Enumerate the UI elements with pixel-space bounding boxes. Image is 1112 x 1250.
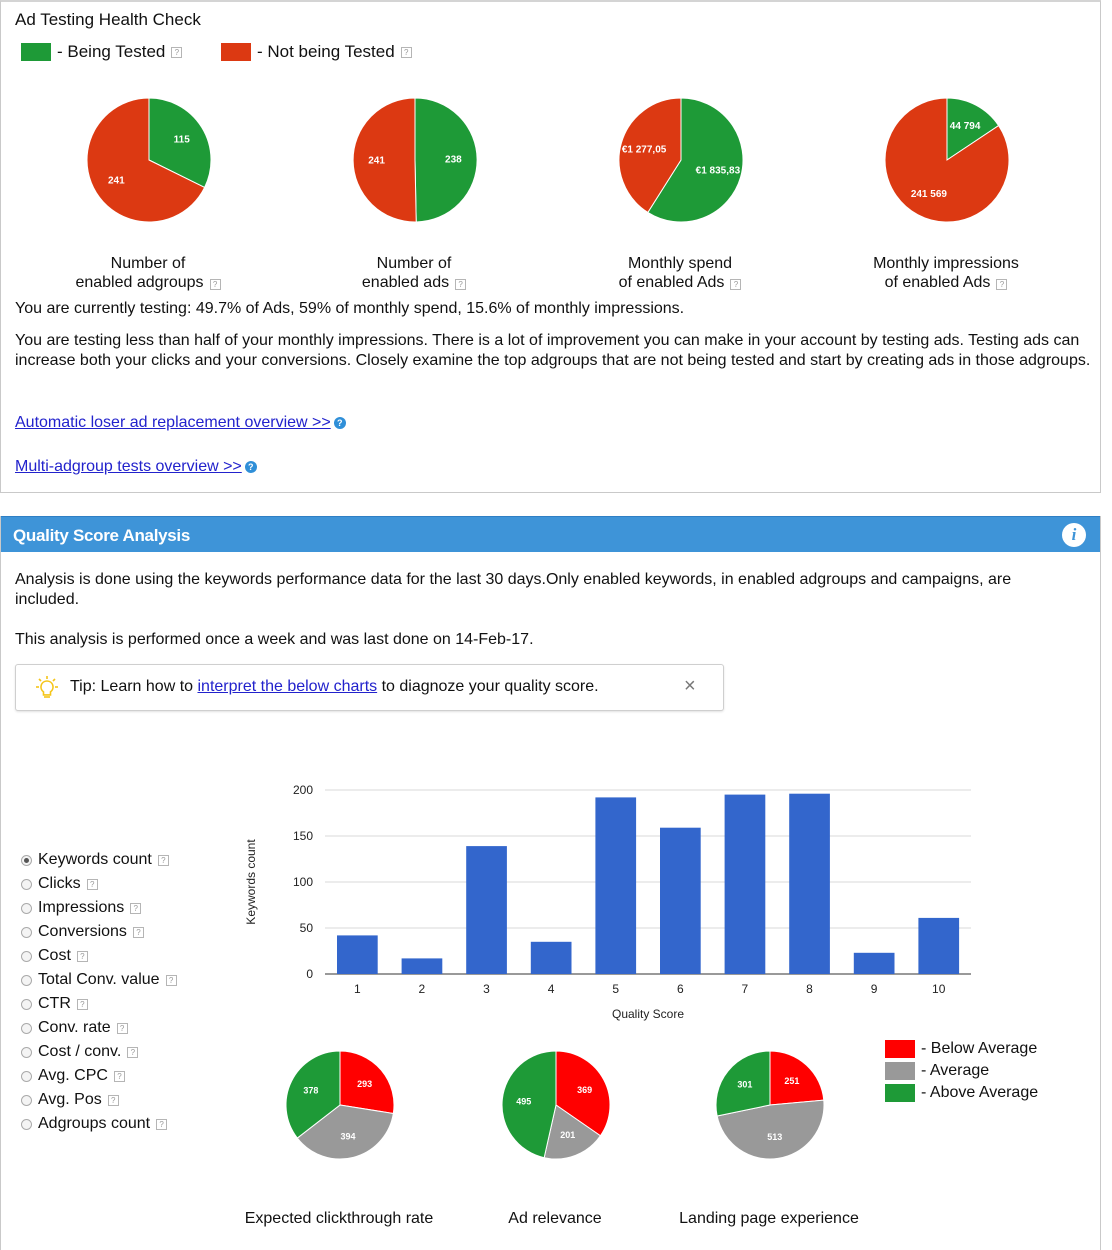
metric-label: Total Conv. value	[38, 971, 160, 988]
metric-option[interactable]	[21, 944, 177, 968]
metric-label: Conv. rate	[38, 1019, 111, 1036]
x-tick-label: 9	[870, 982, 878, 996]
average-slice-label: 201	[560, 1130, 576, 1141]
legend-label: - Not being Tested	[257, 42, 395, 61]
metric-label: Cost / conv.	[38, 1043, 122, 1060]
loser-ad-link-row	[15, 413, 346, 433]
qs-component-pies	[251, 1046, 891, 1206]
bar[interactable]	[725, 795, 766, 974]
help-icon[interactable]: ?	[117, 1023, 128, 1034]
health-pies	[1, 2, 1101, 242]
multi-adgroup-tests-link[interactable]: Multi-adgroup tests overview >>	[15, 458, 242, 475]
y-axis-label: Keywords count	[244, 839, 258, 925]
pie-label-spend	[570, 254, 790, 291]
metric-label: Avg. CPC	[38, 1067, 108, 1084]
bar[interactable]	[789, 794, 830, 974]
help-icon[interactable]: ?	[77, 999, 88, 1010]
bar[interactable]	[854, 953, 895, 974]
pie-label-line	[38, 273, 258, 292]
qs-description: Analysis is done using the keywords performance data for the last 30 days.Only enabled keywords, in enabled adgroups and campaigns, are included.	[15, 571, 1012, 608]
tip-text	[70, 678, 599, 696]
close-icon[interactable]: ×	[684, 675, 696, 697]
pie-label-line: Number of	[110, 255, 186, 272]
sub-pie-label-landing: Landing page experience	[679, 1210, 859, 1227]
pie-label-line: Monthly impressions	[873, 255, 1019, 272]
quality-score-bar-chart	[233, 762, 993, 1022]
help-icon[interactable]: ?	[87, 879, 98, 890]
radio-button[interactable]	[21, 951, 32, 962]
pie-label-line: Monthly spend	[627, 255, 733, 272]
metric-label: Impressions	[38, 899, 125, 916]
metric-option[interactable]	[21, 896, 177, 920]
x-tick-label: 1	[353, 982, 361, 996]
pie-label-line	[570, 273, 790, 292]
metric-label: Avg. Pos	[38, 1091, 102, 1108]
legend-label: - Above Average	[921, 1084, 1039, 1101]
tested-slice-label: €1 835,83	[695, 165, 741, 177]
testing-advice: You are testing less than half of your monthly impressions. There is a lot of improvement you can make in your account by testing ads. Testing ads can increase both your clicks and your conversions. Closely examine the top adgroups that are not being tested and start by creating ads in those adgroups.	[15, 332, 1091, 369]
x-tick-label: 6	[676, 982, 684, 996]
qs-schedule-end: .	[529, 631, 534, 648]
metric-option[interactable]	[21, 1088, 177, 1112]
help-icon[interactable]: ?	[156, 1119, 167, 1130]
sub-pie-label-ctr: Expected clickthrough rate	[244, 1210, 434, 1227]
pie-label-text: enabled ads	[361, 274, 450, 291]
metric-option[interactable]	[21, 968, 177, 992]
pie-label-text: of enabled Ads	[618, 274, 725, 291]
not-tested-slice-label: 241 569	[910, 188, 947, 200]
interpret-charts-link[interactable]: interpret the below charts	[197, 678, 378, 695]
testing-summary: You are currently testing: 49.7% of Ads, 59% of monthly spend, 15.6% of monthly impressions.	[15, 300, 685, 317]
qs-legend	[885, 1038, 1038, 1104]
help-icon[interactable]: ?	[996, 279, 1007, 290]
metric-label: Cost	[38, 947, 71, 964]
question-icon[interactable]: ?	[334, 417, 346, 429]
help-icon[interactable]: ?	[730, 279, 741, 290]
ad-testing-panel	[0, 0, 1101, 493]
tip-suffix: to diagnoze your quality score.	[377, 678, 599, 695]
not-tested-slice-label: €1 277,05	[621, 144, 667, 156]
pie-label-line	[836, 273, 1056, 292]
tip-box	[15, 664, 724, 711]
help-icon[interactable]: ?	[171, 47, 182, 58]
legend-entry	[885, 1060, 1038, 1082]
help-icon[interactable]: ?	[127, 1047, 138, 1058]
pie-label-line	[304, 273, 524, 292]
below-average-slice-label: 251	[784, 1076, 800, 1087]
help-icon[interactable]: ?	[401, 47, 412, 58]
bar[interactable]	[595, 797, 636, 974]
sub-pie-label-relevance: Ad relevance	[508, 1210, 602, 1227]
question-icon[interactable]: ?	[245, 461, 257, 473]
help-icon[interactable]: ?	[210, 279, 221, 290]
sub-pie	[286, 1051, 394, 1159]
sub-pie	[502, 1051, 610, 1159]
tested-slice-label: 115	[173, 134, 190, 146]
y-tick-label: 200	[292, 783, 313, 797]
pie-label-line: Number of	[376, 255, 452, 272]
help-icon[interactable]: ?	[133, 927, 144, 938]
y-tick-label: 50	[299, 921, 313, 935]
not-tested-slice-label: 241	[107, 175, 125, 187]
radio-button[interactable]	[21, 975, 32, 986]
y-tick-label: 100	[292, 875, 313, 889]
metric-option[interactable]	[21, 1016, 177, 1040]
x-axis-label: Quality Score	[611, 1007, 685, 1021]
help-icon[interactable]: ?	[114, 1071, 125, 1082]
radio-button[interactable]	[21, 1047, 32, 1058]
legend-swatch	[885, 1084, 915, 1102]
metric-label: Conversions	[38, 923, 127, 940]
qs-schedule	[15, 630, 534, 650]
bar[interactable]	[918, 918, 959, 974]
below-average-slice-label: 369	[577, 1085, 593, 1095]
x-tick-label: 5	[612, 982, 620, 996]
help-icon[interactable]: ?	[158, 855, 169, 866]
radio-button[interactable]	[21, 1023, 32, 1034]
below-average-slice-label: 293	[357, 1079, 373, 1089]
help-icon[interactable]: ?	[130, 903, 141, 914]
tested-slice-label: 238	[445, 154, 462, 166]
metric-option[interactable]	[21, 1040, 177, 1064]
pie-label-text: of enabled Ads	[884, 274, 991, 291]
help-icon[interactable]: ?	[455, 279, 466, 290]
metric-label: Adgroups count	[38, 1115, 151, 1132]
radio-button[interactable]	[21, 903, 32, 914]
metric-option[interactable]	[21, 1064, 177, 1088]
help-icon[interactable]: ?	[77, 951, 88, 962]
bar[interactable]	[466, 846, 507, 974]
qs-title: Quality Score Analysis	[13, 526, 191, 545]
average-slice-label: 513	[767, 1132, 783, 1142]
x-tick-label: 2	[418, 982, 426, 996]
pie-label-impressions	[836, 254, 1056, 291]
metric-option[interactable]	[21, 992, 177, 1016]
help-icon[interactable]: ?	[166, 975, 177, 986]
metric-option[interactable]	[21, 920, 177, 944]
above-average-slice-label: 378	[303, 1085, 319, 1096]
metric-option[interactable]	[21, 1112, 177, 1136]
pie-label-text: enabled adgroups	[75, 274, 204, 291]
metric-option[interactable]	[21, 872, 177, 896]
average-slice-label: 394	[340, 1131, 356, 1142]
radio-button[interactable]	[21, 1071, 32, 1082]
quality-score-panel	[0, 516, 1101, 1250]
legend-label: - Below Average	[921, 1040, 1038, 1057]
above-average-slice-label: 301	[737, 1079, 753, 1090]
loser-ad-replacement-link[interactable]: Automatic loser ad replacement overview >>	[15, 414, 331, 431]
bar[interactable]	[337, 935, 378, 974]
metric-label: Clicks	[38, 875, 81, 892]
radio-button[interactable]	[21, 1095, 32, 1106]
legend-label: - Average	[921, 1062, 990, 1079]
pie-label-adgroups	[38, 254, 258, 291]
radio-button[interactable]	[21, 999, 32, 1010]
legend-entry	[885, 1038, 1038, 1060]
radio-button[interactable]	[21, 879, 32, 890]
y-tick-label: 0	[306, 967, 313, 981]
x-tick-label: 3	[483, 982, 490, 996]
bar[interactable]	[531, 942, 572, 974]
x-tick-label: 4	[547, 982, 555, 996]
x-tick-label: 7	[741, 982, 749, 996]
not-tested-slice-label: 241	[368, 155, 385, 167]
tip-prefix: Tip: Learn how to	[70, 678, 198, 695]
qs-header	[1, 516, 1100, 552]
legend-swatch	[885, 1062, 915, 1080]
metric-label: Keywords count	[38, 851, 152, 868]
metric-label: CTR	[38, 995, 71, 1012]
above-average-slice-label: 495	[516, 1096, 532, 1107]
qs-schedule-text: This analysis is performed once a week and was last done on	[15, 631, 456, 648]
info-icon[interactable]: i	[1062, 523, 1086, 547]
bar[interactable]	[660, 828, 701, 974]
help-icon[interactable]: ?	[108, 1095, 119, 1106]
metric-option[interactable]	[21, 848, 177, 872]
tested-slice-label: 44 794	[949, 121, 981, 133]
y-tick-label: 150	[292, 829, 313, 843]
radio-button[interactable]	[21, 927, 32, 938]
lightbulb-icon	[36, 675, 58, 701]
sub-pie	[716, 1051, 824, 1159]
radio-button[interactable]	[21, 1119, 32, 1130]
pie-label-ads	[304, 254, 524, 291]
qs-last-date: 14-Feb-17	[455, 631, 530, 648]
radio-button[interactable]	[21, 855, 32, 866]
legend-entry	[885, 1082, 1038, 1104]
metric-selector	[21, 848, 177, 1136]
bar[interactable]	[402, 958, 443, 974]
x-tick-label: 10	[932, 982, 946, 996]
multi-adgroup-link-row	[15, 457, 257, 477]
legend-swatch	[885, 1040, 915, 1058]
legend-label: - Being Tested	[57, 42, 166, 61]
x-tick-label: 8	[806, 982, 813, 996]
panel-title: Ad Testing Health Check	[15, 10, 201, 29]
